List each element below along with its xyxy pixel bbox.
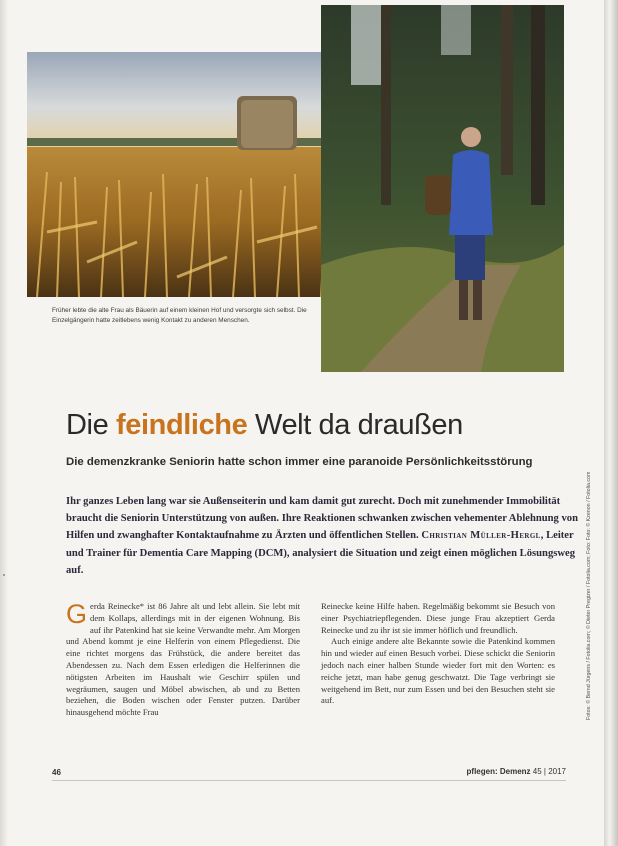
author-name: Christian Müller-Hergl <box>421 530 541 542</box>
wheat-field-image <box>27 52 340 297</box>
forest-path-image <box>321 5 564 372</box>
wheat-field-photo <box>27 52 340 297</box>
article-subheadline: Die demenzkranke Seniorin hatte schon immer eine paranoide Persönlichkeitsstörung <box>66 456 533 468</box>
drop-cap: G <box>66 599 88 629</box>
photo-credit-text: Fotos: © Bernd Jürgens / Fotolia.com; © Dieter Pregizer / Fotolia.com; Foto: Foto: © Kzenon / Fotolia.com <box>586 471 592 720</box>
headline-pre: Die <box>66 409 116 441</box>
body-right-paragraph-1: Reinecke keine Hilfe haben. Regelmäßig bekommt sie Besuch von einer Psychiatriepflegenden. Diese junge Frau akzeptiert Gerda Reinecke und zu ihr ist sie immer höflich und freundlich. <box>321 601 555 635</box>
scan-speck <box>3 574 5 576</box>
article-headline <box>66 407 586 443</box>
body-column-right <box>321 601 555 707</box>
magazine-issue: 45 | 2017 <box>530 767 566 776</box>
photo-caption: Früher lebte die alte Frau als Bäuerin auf einem kleinen Hof und versorgte sich selbst. Die Einzelgängerin hatte zeitlebens wenig Kontakt zu anderen Menschen. <box>52 307 307 324</box>
body-column-left <box>66 601 300 719</box>
headline-accent-word: feindliche <box>115 409 248 441</box>
scanner-edge <box>604 0 618 846</box>
page-fold-shadow <box>0 0 8 846</box>
footer-rule <box>52 780 566 781</box>
body-right-paragraph-2: Auch einige andere alte Bekannte sowie die Patenkind kommen hin und wieder auf einen Besuch vorbei. Diese schickt die Seniorin jedoch nach einer halben Stunde wieder fort mit den Worten: es reiche jetzt, man habe genug geschwatzt. Die Tage verbringt sie weitgehend im Bett, nur zum Essen und bei den Besuchen steht sie auf. <box>321 636 555 706</box>
photo-credit <box>586 471 602 740</box>
article-intro <box>66 493 586 579</box>
page-number: 46 <box>52 768 61 777</box>
forest-woman-photo <box>321 5 564 372</box>
author-suffix: , Leiter und Trainer für Dementia Care Mapping (DCM), analysiert die Situation und zeigt einen möglichen Lösungsweg auf. <box>66 530 576 576</box>
magazine-name: pflegen: Demenz <box>466 767 531 776</box>
magazine-footer <box>458 767 566 776</box>
headline-post: Welt da draußen <box>247 409 463 441</box>
body-left-text: erda Reinecke* ist 86 Jahre alt und lebt allein. Sie lebt mit dem Kollaps, allerdings mit in der eigenen Wohnung. Bis auf ihr Patenkind hat sie keine Verwandte mehr. Am Morgen und Abend kommt je eine Helferin von einem Pflegedienst. Die eine richtet morgens das Frühstück, die andere bereitet das Abendessen zu. Nach dem Essen erledigen die Helferinnen die nötigsten Arbeiten im Haushalt wie Geschirr spülen und wegräumen, saugen und Möbel abwischen, ab und zu Betten beziehen, die Boden wischen oder Fenster putzen. Darüber hinausgehend möchte Frau <box>66 601 300 718</box>
intro-text: Ihr ganzes Leben lang war sie Außenseiterin und kam damit gut zurecht. Doch mit zunehmender Immobilität braucht die Seniorin Unterstützung von außen. Ihre Reaktionen schwanken zwischen vehementer Ablehnung von Hilfen und zwanghafter Kontaktaufnahme zu Ärzten und öffentlichen Stellen. <box>66 496 578 542</box>
